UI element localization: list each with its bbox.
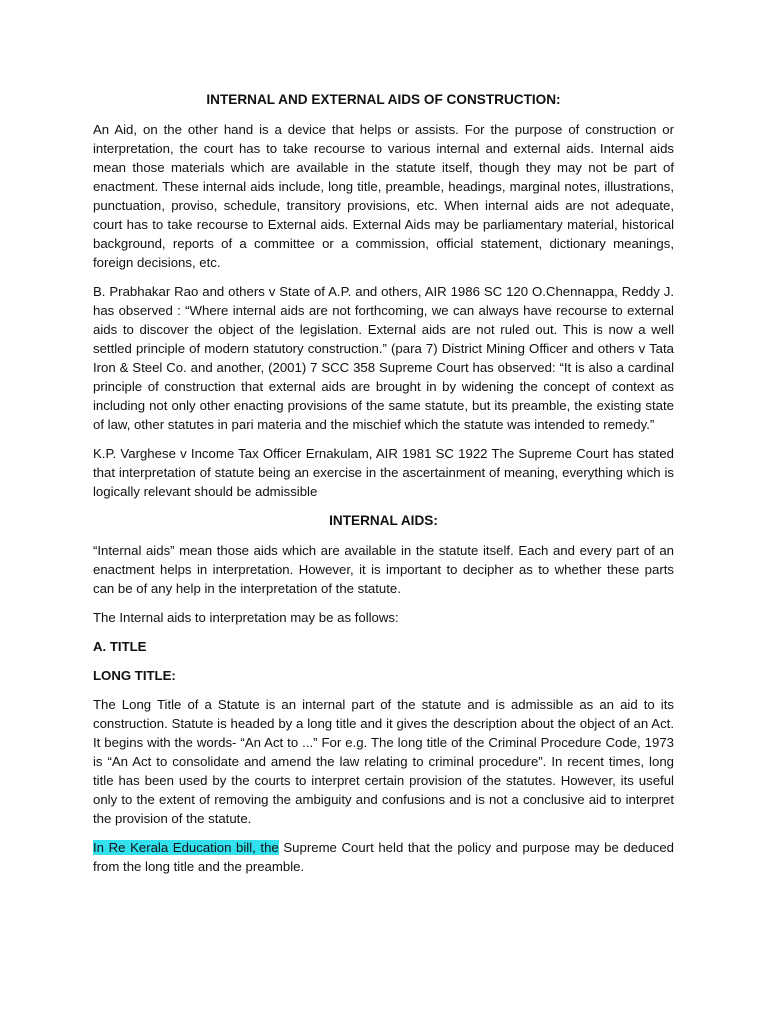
highlighted-case-name: In Re Kerala Education bill, the: [93, 840, 279, 855]
paragraph-aids-definition: An Aid, on the other hand is a device that helps or assists. For the purpose of construction or interpretation, the court has to take recourse to various internal and external aids. Internal aids mean those materials which are available in the statute itself, though they may not be part of enactment. These internal aids include, long title, preamble, headings, marginal notes, illustrations, punctuation, proviso, schedule, transitory provisions, etc. When internal aids are not adequate, court has to take recourse to External aids. External Aids may be parliamentary material, historical background, reports of a committee or a commission, official statement, dictionary meanings, foreign decisions, etc.: [93, 122, 674, 270]
paragraph-kerala-rest: Supreme Court held that the policy and purpose may be deduced from the long title and the preamble.: [93, 840, 674, 874]
paragraph-varghese-case: K.P. Varghese v Income Tax Officer Ernakulam, AIR 1981 SC 1922 The Supreme Court has stated that interpretation of statute being an exercise in the ascertainment of meaning, everything which is logically relevant should be admissible: [93, 446, 674, 499]
paragraph-internal-aids-list-intro: The Internal aids to interpretation may be as follows:: [93, 610, 399, 625]
paragraph-kerala-education-bill: [93, 838, 674, 876]
paragraph-long-title: The Long Title of a Statute is an internal part of the statute and is admissible as an aid to its construction. Statute is headed by a long title and it gives the description about the object of an Act. It begins with the words- “An Act to ...” For e.g. The long title of the Criminal Procedure Code, 1973 is “An Act to consolidate and amend the law relating to criminal procedure”. In recent times, long title has been used by the courts to interpret certain provision of the statutes. However, its useful only to the extent of removing the ambiguity and confusions and is not a conclusive aid to interpret the provision of the statute.: [93, 697, 674, 826]
section-heading-title: A. TITLE: [93, 639, 147, 654]
paragraph-internal-aids-definition: “Internal aids” mean those aids which are available in the statute itself. Each and every part of an enactment helps in interpretation. However, it is important to decipher as to whether these parts can be of any help in the interpretation of the statute.: [93, 543, 674, 596]
section-heading-internal-aids: INTERNAL AIDS:: [329, 513, 438, 528]
document-title: INTERNAL AND EXTERNAL AIDS OF CONSTRUCTION:: [206, 92, 561, 107]
paragraph-prabhakar-rao-case: B. Prabhakar Rao and others v State of A.P. and others, AIR 1986 SC 120 O.Chennappa, Reddy J. has observed : “Where internal aids are not forthcoming, we can always have recourse to external aids to discover the object of the legislation. External aids are not ruled out. This is now a well settled principle of modern statutory construction.” (para 7) District Mining Officer and others v Tata Iron & Steel Co. and another, (2001) 7 SCC 358 Supreme Court has observed: “It is also a cardinal principle of construction that external aids are brought in by widening the concept of context as including not only other enacting provisions of the same statute, but its preamble, the existing state of law, other statutes in pari materia and the mischief which the statute was intended to remedy.”: [93, 284, 674, 432]
section-heading-long-title: LONG TITLE:: [93, 668, 176, 683]
